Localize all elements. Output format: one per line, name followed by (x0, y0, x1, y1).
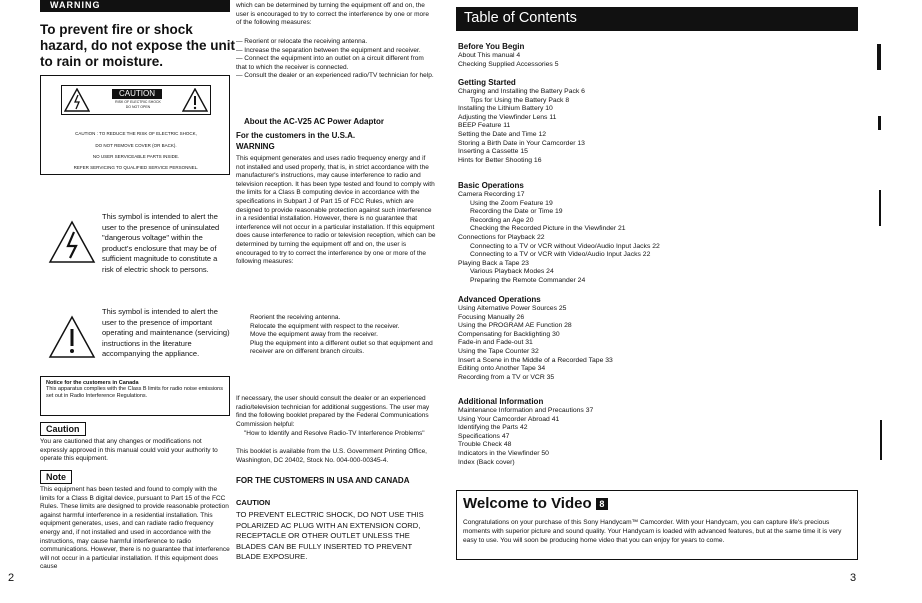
usa-heading: For the customers in the U.S.A. (236, 131, 356, 140)
edge-mark (877, 44, 881, 70)
after-text: If necessary, the user should consult the dealer or an experienced radio/television technician for additional suggestions. The user may find the following booklet prepared by the Federal Communications Commission helpful: (236, 395, 430, 428)
booklet-title: "How to Identify and Resolve Radio-TV Interference Problems" (244, 430, 425, 437)
toc-entry: Connections for Playback 22 (458, 233, 545, 241)
measure-item: Move the equipment away from the receiver. (250, 331, 378, 339)
toc-entry: Recording an Age 20 (470, 216, 534, 224)
edge-mark (880, 420, 882, 460)
fire-warning-heading: To prevent fire or shock hazard, do not expose the unit to rain or moisture. (40, 22, 236, 69)
col2-top-text: which can be determined by turning the equipment off and on, the user is encouraged to try to correct the interference by one or more of the following measures: (236, 2, 429, 27)
toc-entry: Inserting a Cassette 15 (458, 148, 528, 156)
lightning-triangle-icon (48, 220, 96, 264)
adaptor-heading: About the AC-V25 AC Power Adaptor (244, 117, 385, 126)
welcome-title-text: Welcome to Video (463, 495, 592, 512)
toc-entry: Camera Recording 17 (458, 191, 525, 198)
canada-notice-text: This apparatus complies with the Class B limits for radio noise emissions set out in Radio Interference Regulations. (46, 386, 223, 399)
welcome-badge: 8 (596, 498, 608, 510)
exclamation-triangle-icon (182, 88, 208, 112)
toc-entry: Adjusting the Viewfinder Lens 11 (458, 113, 557, 121)
toc-entry: Connecting to a TV or VCR without Video/Audio Input Jacks 22 (470, 242, 660, 250)
toc-section-title: Additional Information (458, 397, 544, 406)
page-number-right: 3 (850, 572, 857, 584)
welcome-text: Congratulations on your purchase of this Sony Handycam™ Camcorder. With your Handycam, you can capture life's precious moments with superior picture and sound quality. Your Handycam is loaded with advanced features, but at the same time it is very easy to use. You will soon be producing home video that you can enjoy for years to come. (463, 519, 842, 544)
caution-heading: CAUTION (236, 498, 271, 507)
toc-entry: Maintenance Information and Precautions 37 (458, 407, 594, 414)
col2-bullet: — Increase the separation between the equipment and receiver. (236, 46, 421, 54)
measure-item: Relocate the equipment with respect to the receiver. (250, 322, 400, 330)
warning-heading: WARNING (236, 142, 275, 151)
toc-entry: Identifying the Parts 42 (458, 424, 528, 432)
caution-text: You are cautioned that any changes or modifications not expressly approved in this manual could void your authority to operate this equipment. (40, 438, 218, 463)
toc-entry: Editing onto Another Tape 34 (458, 365, 546, 373)
col2-bullet-list (236, 38, 436, 81)
toc-entry: Specifications 47 (458, 432, 510, 440)
measures-list (250, 314, 436, 357)
toc-section (458, 42, 858, 69)
toc-entry: Trouble Check 48 (458, 441, 512, 449)
toc-entry: Checking the Recorded Picture in the Viewfinder 21 (470, 225, 626, 233)
toc-entry: Insert a Scene in the Middle of a Recorded Tape 33 (458, 356, 613, 364)
note-tag: Note (40, 470, 72, 484)
edge-mark (879, 190, 881, 226)
toc-entry: Compensating for Backlighting 30 (458, 330, 560, 338)
toc-entry: Recording the Date or Time 19 (470, 208, 563, 216)
toc-entry: Installing the Lithium Battery 10 (458, 105, 553, 113)
toc-section-title: Before You Begin (458, 42, 525, 51)
welcome-title (463, 495, 851, 512)
toc-section (458, 295, 858, 382)
welcome-box (456, 490, 858, 560)
toc-entry: Various Playback Modes 24 (470, 268, 554, 276)
caution-label-inner (61, 85, 211, 115)
canada-notice-box (40, 376, 230, 416)
usa-text: This equipment generates and uses radio frequency energy and if not installed and used properly, that is, in strict accordance with the manufacturer's instructions, may cause interference to radio and television reception. It has been type tested and found to comply with the limits for a Class B computing device in accordance with the specifications in Subpart J of Part 15 of FCC Rules, which are designed to provide reasonable protection against such interference in a residential installation. However, there is no guarantee that interference will not occur in a particular installation. If this equipment does cause interference to radio or television reception, which can be determined by turning the equipment off and on, the user is encouraged to try to correct the interference by one or more of the following measures: (236, 155, 436, 266)
caution-line-3: NO USER SERVICEABLE PARTS INSIDE. (92, 154, 180, 159)
caution-label-title: CAUTION (112, 89, 162, 99)
instructions-symbol-block (40, 307, 230, 387)
toc-entry: Using the PROGRAM AE Function 28 (458, 322, 572, 330)
edge-mark (878, 116, 881, 130)
toc-entry: Fade-in and Fade-out 31 (458, 339, 533, 347)
col2-bullet: — Consult the dealer or an experienced radio/TV technician for help. (236, 72, 434, 80)
toc-entry: Checking Supplied Accessories 5 (458, 60, 559, 68)
toc-entry: Tips for Using the Battery Pack 8 (470, 96, 570, 104)
caution-sub-1: RISK OF ELECTRIC SHOCK (115, 100, 161, 104)
toc-entry: Using Your Camcorder Abroad 41 (458, 415, 560, 423)
note-text: This equipment has been tested and found to comply with the limits for a Class B digital device, pursuant to Part 15 of the FCC Rules. These limits are designed to provide reasonable protection against harmful interference in a residential installation. This equipment generates, uses, and can radiate radio frequency energy and, if not installed and used in accordance with the instructions, may cause harmful interference to radio communications. However, there is no guarantee that interference will not occur in a particular installation. If this equipment does cause (40, 486, 230, 571)
toc-entry: Using the Zoom Feature 19 (470, 199, 553, 207)
caution-sub-2: DO NOT OPEN (125, 105, 151, 109)
toc-section (458, 181, 858, 286)
caution-tag: Caution (40, 422, 86, 436)
caution-label-sub (110, 100, 166, 110)
page-number-left: 2 (8, 572, 15, 584)
toc-entry: Index (Back cover) (458, 458, 515, 466)
toc-entry: BEEP Feature 11 (458, 122, 511, 130)
voltage-symbol-block (40, 212, 230, 292)
instructions-symbol-text: This symbol is intended to alert the user to the presence of important operating and maintenance (servicing) instructions in the literature accompanying the appliance. (102, 307, 230, 358)
toc-entry: Preparing the Remote Commander 24 (470, 276, 586, 284)
lightning-triangle-icon (64, 88, 90, 112)
caution-line-4: REFER SERVICING TO QUALIFIED SERVICE PERSONNEL. (73, 165, 199, 170)
voltage-symbol-text: This symbol is intended to alert the user to the presence of uninsulated "dangerous voltage" within the product's enclosure that may be of sufficient magnitude to constitute a risk of electric shock to persons. (102, 212, 220, 274)
toc-section-title: Getting Started (458, 78, 516, 87)
toc-entry: Using Alternative Power Sources 25 (458, 305, 567, 312)
caution-line-2: DO NOT REMOVE COVER (OR BACK). (95, 143, 177, 148)
usa-canada-heading: FOR THE CUSTOMERS IN USA AND CANADA (236, 476, 410, 485)
toc-section (458, 78, 858, 165)
measure-item: Plug the equipment into a different outlet so that equipment and receiver are on different branch circuits. (250, 339, 433, 356)
measure-item: Reorient the receiving antenna. (250, 314, 341, 321)
col2-bullet: — Connect the equipment into an outlet on a circuit different from that to which the receiver is connected. (236, 55, 424, 71)
toc-entry: Setting the Date and Time 12 (458, 130, 547, 138)
caution-label-box (40, 75, 230, 175)
canada-notice-title: Notice for the customers in Canada (46, 380, 139, 386)
booklet-info: This booklet is available from the U.S. Government Printing Office, Washington, DC 20402, Stock No. 004-000-00345-4. (236, 448, 427, 464)
toc-entry: Indicators in the Viewfinder 50 (458, 449, 549, 457)
toc-entry: Focusing Manually 26 (458, 313, 525, 321)
toc-entry: Playing Back a Tape 23 (458, 259, 529, 267)
col2-bullet: — Reorient or relocate the receiving antenna. (236, 38, 368, 45)
toc-entry: Storing a Birth Date in Your Camcorder 13 (458, 139, 585, 147)
caution-line-1: CAUTION : TO REDUCE THE RISK OF ELECTRIC SHOCK, (75, 131, 197, 136)
warning-banner-text: WARNING (50, 0, 101, 10)
exclamation-triangle-icon (48, 315, 96, 359)
toc-entry: Using the Tape Counter 32 (458, 347, 539, 355)
caution-caps-text: TO PREVENT ELECTRIC SHOCK, DO NOT USE THIS POLARIZED AC PLUG WITH AN EXTENSION CORD, RECEPTACLE OR OTHER OUTLET UNLESS THE BLADES CAN BE FULLY INSERTED TO PREVENT BLADE EXPOSURE. (236, 510, 424, 562)
toc-section (458, 397, 858, 467)
toc-entry: Recording from a TV or VCR 35 (458, 373, 555, 381)
toc-entry: Charging and Installing the Battery Pack 6 (458, 88, 585, 95)
toc-entry: Hints for Better Shooting 16 (458, 156, 542, 164)
toc-entry: Connecting to a TV or VCR with Video/Audio Input Jacks 22 (470, 251, 651, 259)
toc-header: Table of Contents (456, 7, 858, 31)
toc-section-title: Advanced Operations (458, 295, 541, 304)
toc-section-title: Basic Operations (458, 181, 524, 190)
toc-entry: About This manual 4 (458, 52, 521, 59)
